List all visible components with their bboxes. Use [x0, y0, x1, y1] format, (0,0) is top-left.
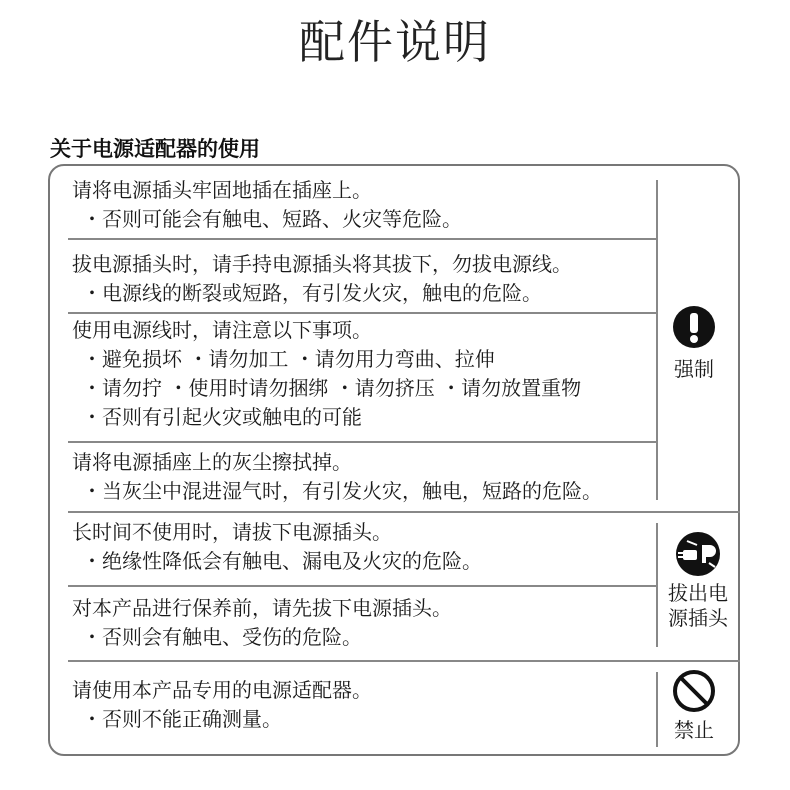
instruction-block — [72, 176, 462, 234]
instruction-block — [72, 250, 572, 308]
instruction-note: ・否则可能会有触电、短路、火灾等危险。 — [82, 207, 462, 231]
instruction-note: ・否则不能正确测量。 — [82, 707, 282, 731]
divider — [68, 585, 658, 587]
instruction-heading: 请使用本产品专用的电源适配器。 — [72, 678, 372, 702]
instruction-heading: 长时间不使用时，请拔下电源插头。 — [72, 520, 392, 544]
mandatory-badge — [662, 305, 726, 382]
divider — [68, 312, 658, 314]
badge-label: 禁止 — [674, 718, 714, 742]
instruction-note: ・否则会有触电、受伤的危险。 — [82, 625, 362, 649]
prohibited-icon — [662, 668, 726, 714]
divider — [68, 660, 740, 662]
instruction-block — [72, 448, 602, 506]
divider — [68, 441, 658, 443]
divider — [68, 238, 658, 240]
instruction-heading: 拔电源插头时，请手持电源插头将其拔下，勿拔电源线。 — [72, 252, 572, 276]
instruction-heading: 对本产品进行保养前，请先拔下电源插头。 — [72, 596, 452, 620]
section-heading: 关于电源适配器的使用 — [50, 137, 260, 161]
instruction-note: ・否则有引起火灾或触电的可能 — [82, 405, 362, 429]
badge-label: 强制 — [674, 357, 714, 381]
page-title: 配件说明 — [299, 15, 491, 69]
prohibited-badge — [662, 668, 726, 743]
instruction-heading: 使用电源线时，请注意以下事项。 — [72, 318, 372, 342]
badge-label: 拔出电 — [668, 581, 728, 605]
instruction-block — [72, 316, 581, 432]
unplug-icon — [658, 531, 738, 577]
instruction-note: ・请勿拧 ・使用时请勿捆绑 ・请勿挤压 ・请勿放置重物 — [82, 376, 582, 400]
divider — [68, 511, 740, 513]
instruction-heading: 请将电源插座上的灰尘擦拭掉。 — [72, 450, 352, 474]
instruction-note: ・绝缘性降低会有触电、漏电及火灾的危险。 — [82, 549, 482, 573]
exclamation-icon — [662, 305, 726, 349]
instruction-block — [72, 594, 452, 652]
instruction-heading: 请将电源插头牢固地插在插座上。 — [72, 178, 372, 202]
badge-label: 源插头 — [668, 606, 728, 630]
instruction-note: ・避免损坏 ・请勿加工 ・请勿用力弯曲、拉伸 — [82, 347, 495, 371]
badge-column-separator — [656, 672, 658, 747]
instruction-note: ・电源线的断裂或短路，有引发火灾，触电的危险。 — [82, 281, 542, 305]
instruction-note: ・当灰尘中混进湿气时，有引发火灾，触电，短路的危险。 — [82, 479, 602, 503]
unplug-badge — [658, 531, 738, 631]
instruction-block — [72, 676, 372, 734]
badge-column-separator — [656, 180, 658, 500]
instruction-block — [72, 518, 482, 576]
